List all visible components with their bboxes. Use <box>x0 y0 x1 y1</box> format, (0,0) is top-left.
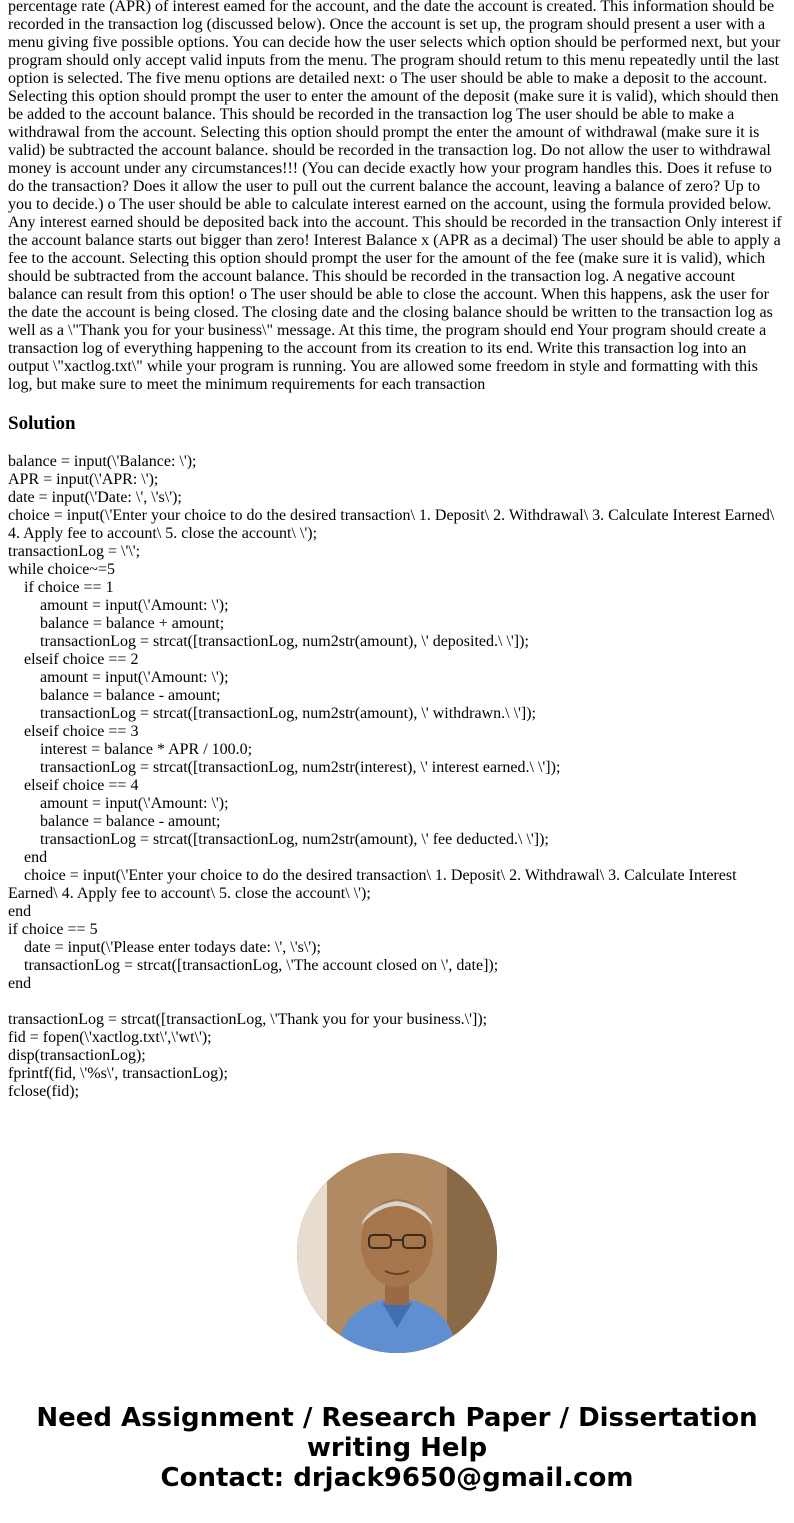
code-line: transactionLog = strcat([transactionLog, num2str(amount), \' fee deducted.\ \']); <box>8 831 549 848</box>
code-line: balance = balance - amount; <box>8 813 221 830</box>
code-line: transactionLog = strcat([transactionLog, \'Thank you for your business.\']); <box>8 1011 488 1028</box>
code-line: fclose(fid); <box>8 1083 80 1100</box>
code-line: balance = balance - amount; <box>8 687 221 704</box>
code-line <box>8 993 784 1011</box>
code-line: end <box>8 975 32 992</box>
document-page <box>8 0 784 1101</box>
code-line: choice = input(\'Enter your choice to do the desired transaction\ 1. Deposit\ 2. Withdrawal\ 3. Calculate Interest Earned\ 4. Apply fee to account\ 5. close the account\ \'); <box>8 507 779 542</box>
question-text: percentage rate (APR) of interest eamed for the account, and the date the account is created. This information should be recorded in the transaction log (discussed below). Once the account is set up, the program should present a user with a menu giving five possible options. You can decide how the user selects which option should be performed next, but your program should only accept valid inputs from the menu. The program should retum to this menu repeatedly until the last option is selected. The five menu options are detailed next: o The user should be able to make a deposit to the account. Selecting this option should prompt the user to enter the amount of the deposit (make sure it is valid), which should then be added to the account balance. This should be recorded in the transaction log The user should be able to make a withdrawal from the account. Selecting this option should prompt the enter the amount of withdrawal (make sure it is valid) be subtracted the account balance. should be recorded in the transaction log. Do not allow the user to withdrawal money is account under any circumstances!!! (You can decide exactly how your program handles this. Does it refuse to do the transaction? Does it allow the user to pull out the current balance the account, leaving a balance of zero? Up to you to decide.) o The user should be able to calculate interest earned on the account, using the formula provided below. Any interest earned should be deposited back into the account. This should be recorded in the transaction Only interest if the account balance starts out bigger than zero! Interest Balance x (APR as a decimal) The user should be able to apply a fee to the account. Selecting this option should prompt the user for the amount of the fee (make sure it is valid), which should be subtracted from the account balance. This should be recorded in the transaction log. A negative account balance can result from this option! o The user should be able to close the account. When this happens, ask the user for the date the account is being closed. The closing date and the closing balance should be written to the transaction log as well as a \"Thank you for your business\" message. At this time, the program should end Your program should create a transaction log of everything happening to the account from its creation to its end. Write this transaction log into an output \"xactlog.txt\" while your program is running. You are allowed some freedom in style and formatting with this log, but make sure to meet the minimum requirements for each transaction <box>8 0 782 393</box>
code-line: balance = input(\'Balance: \'); <box>8 453 197 470</box>
code-line: end <box>8 849 48 866</box>
code-line: amount = input(\'Amount: \'); <box>8 597 229 614</box>
code-line: transactionLog = strcat([transactionLog, \'The account closed on \', date]); <box>8 957 499 974</box>
code-line: APR = input(\'APR: \'); <box>8 471 159 488</box>
code-line: while choice~=5 <box>8 561 115 578</box>
code-line: amount = input(\'Amount: \'); <box>8 669 229 686</box>
promo-contact: Contact: drjack9650@gmail.com <box>160 1463 634 1493</box>
code-line: transactionLog = strcat([transactionLog, num2str(amount), \' withdrawn.\ \']); <box>8 705 536 722</box>
code-line: fid = fopen(\'xactlog.txt\',\'wt\'); <box>8 1029 212 1046</box>
code-line: if choice == 5 <box>8 921 98 938</box>
author-avatar <box>297 1153 497 1353</box>
solution-code <box>8 453 784 1101</box>
code-line: balance = balance + amount; <box>8 615 225 632</box>
code-line: if choice == 1 <box>8 579 114 596</box>
code-line: elseif choice == 3 <box>8 723 139 740</box>
code-line: elseif choice == 2 <box>8 651 139 668</box>
code-line: date = input(\'Please enter todays date: \', \'s\'); <box>8 939 321 956</box>
code-line: elseif choice == 4 <box>8 777 139 794</box>
code-line: transactionLog = strcat([transactionLog, num2str(interest), \' interest earned.\ \']); <box>8 759 561 776</box>
code-line: interest = balance * APR / 100.0; <box>8 741 253 758</box>
code-line: transactionLog = \'\'; <box>8 543 141 560</box>
code-line: amount = input(\'Amount: \'); <box>8 795 229 812</box>
solution-heading: Solution <box>8 413 76 434</box>
code-line: choice = input(\'Enter your choice to do the desired transaction\ 1. Deposit\ 2. Withdrawal\ 3. Calculate Interest Earned\ 4. Apply fee to account\ 5. close the account\ \'); <box>8 867 741 902</box>
author-photo-icon <box>297 1153 497 1353</box>
code-line: fprintf(fid, \'%s\', transactionLog); <box>8 1065 228 1082</box>
code-line: end <box>8 903 32 920</box>
promo-banner <box>0 1403 794 1493</box>
code-line: disp(transactionLog); <box>8 1047 146 1064</box>
promo-headline: Need Assignment / Research Paper / Dissertation writing Help <box>36 1403 758 1463</box>
code-line: transactionLog = strcat([transactionLog, num2str(amount), \' deposited.\ \']); <box>8 633 529 650</box>
code-line: date = input(\'Date: \', \'s\'); <box>8 489 182 506</box>
